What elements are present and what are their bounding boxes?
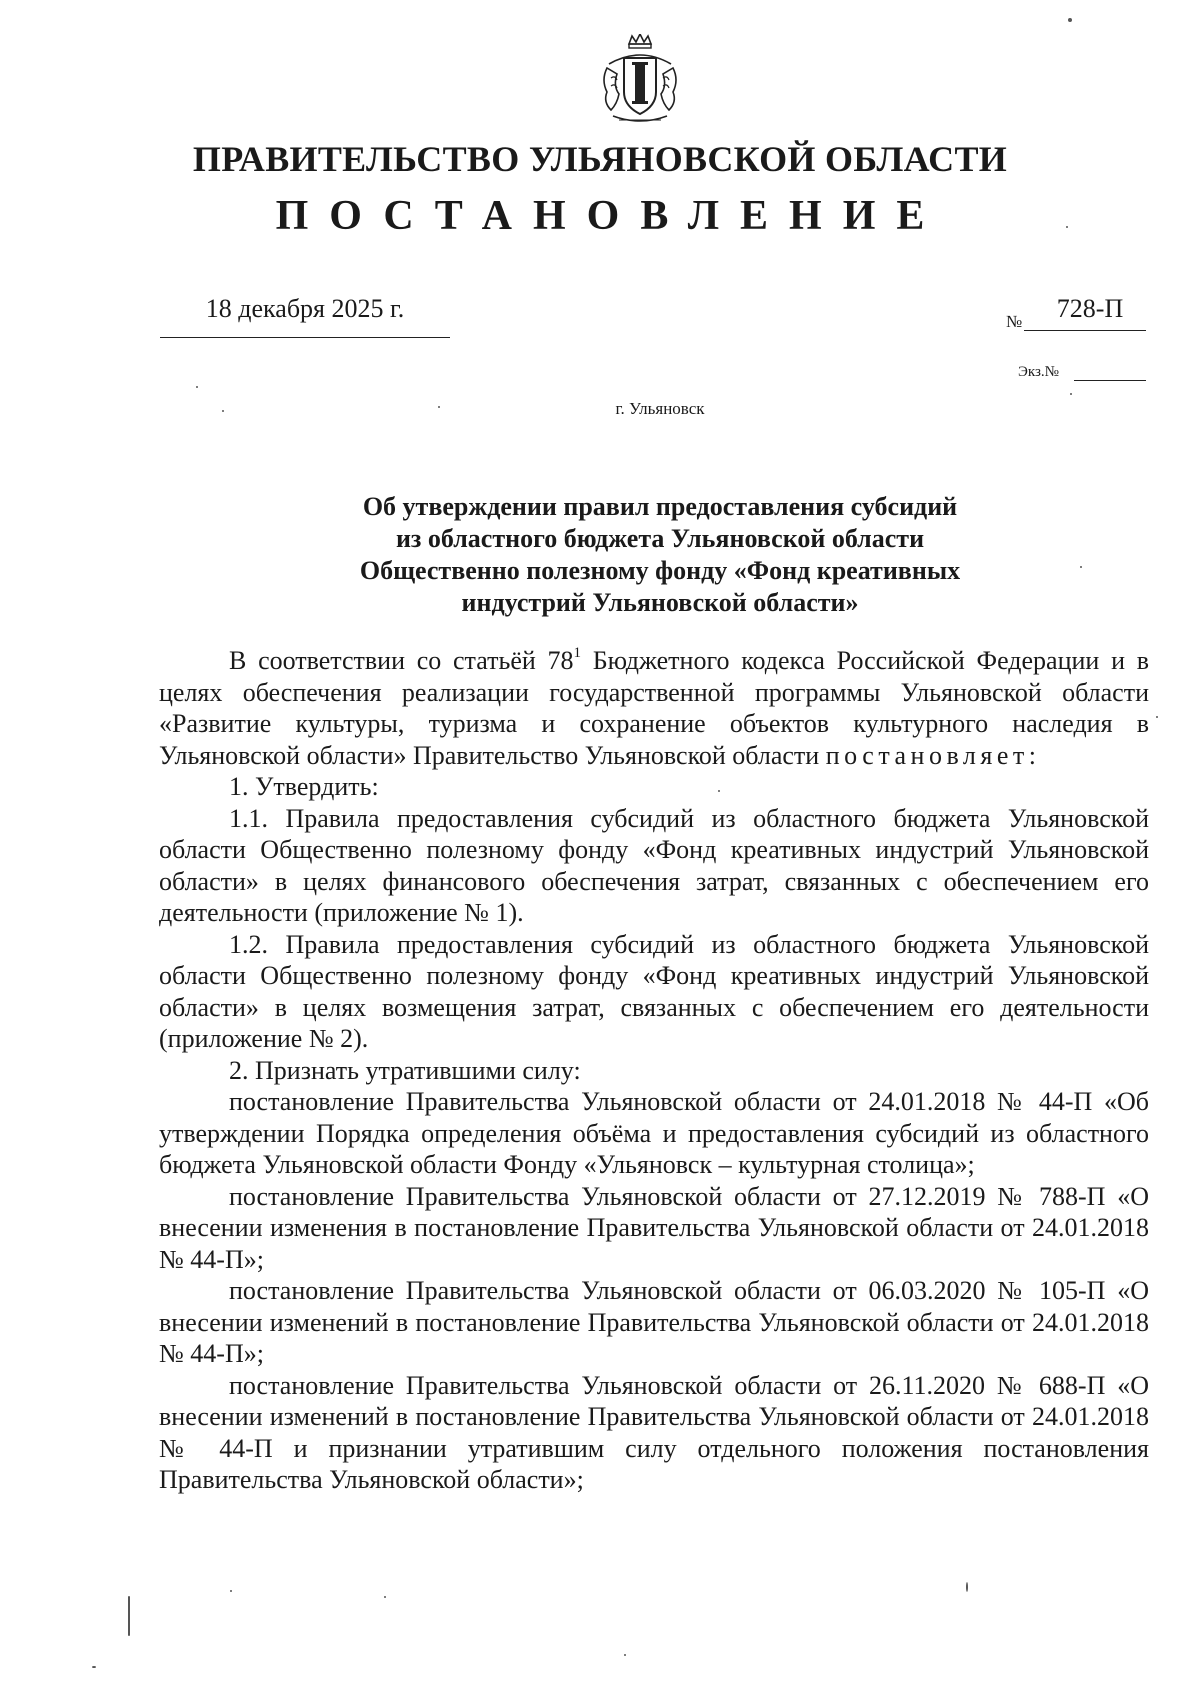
scan-speck	[1068, 18, 1072, 22]
act-title-line: Общественно полезному фонду «Фонд креативных	[359, 556, 961, 585]
city: г. Ульяновск	[615, 399, 705, 418]
document-date: 18 декабря 2025 г.	[205, 294, 405, 323]
scan-speck	[222, 410, 224, 412]
copy-number-label: Экз.№	[1018, 364, 1059, 380]
item-2: 2. Признать утратившими силу:	[229, 1055, 581, 1085]
scan-speck	[1070, 393, 1072, 395]
item-1-1: 1.1. Правила предоставления субсидий из областного бюджета Ульяновской области Общественно полезному фонду «Фонд креативных индустрий Ульяновской области» в целях финансового обеспечения затрат, связанных с обеспечением его деятельности (приложение № 1).	[159, 803, 1149, 927]
act-title-line: Об утверждении правил предоставления субсидий	[362, 492, 958, 521]
number-sign: №	[1006, 312, 1023, 331]
scan-speck	[1080, 566, 1082, 568]
superscript: 1	[573, 645, 582, 661]
item-1: 1. Утвердить:	[229, 772, 379, 801]
scan-speck	[384, 1596, 386, 1598]
document-number: 728-П	[1056, 294, 1124, 323]
repeal-entry: постановление Правительства Ульяновской области от 24.01.2018 № 44-П «Об утверждении Порядка определения объёма и предоставления субсидий из областного бюджета Ульяновской области Фонду «Ульяновск – культурная столица»;	[159, 1087, 1149, 1179]
preamble: В соответствии со статьёй $78^1$ Бюджетного кодекса Российской Федерации и в целях обеспечения реализации государственной программы Ульяновской области «Развитие культуры, туризма и сохранение объектов культурного наследия в Ульяновской области» Правительство Ульяновской области постановляет:	[159, 645, 1149, 770]
scan-speck	[1066, 226, 1068, 228]
scan-speck	[196, 386, 198, 388]
document-type: ПОСТАНОВЛЕНИЕ	[275, 193, 946, 239]
repeal-entry: постановление Правительства Ульяновской области от 06.03.2020 № 105-П «О внесении изменений в постановление Правительства Ульяновской области от 24.01.2018 № 44-П»;	[159, 1276, 1149, 1368]
resolves-word: постановляет	[825, 740, 1029, 770]
date-underline	[160, 337, 450, 338]
scan-speck	[128, 1596, 130, 1636]
scan-speck	[230, 1590, 232, 1592]
coat-of-arms-emblem	[599, 34, 681, 128]
act-title-line: из областного бюджета Ульяновской области	[395, 524, 925, 553]
scan-speck	[718, 790, 720, 792]
repeal-entry: постановление Правительства Ульяновской области от 27.12.2019 № 788-П «О внесении изменения в постановление Правительства Ульяновской области от 24.01.2018 № 44-П»;	[159, 1181, 1149, 1274]
scan-speck	[624, 1654, 626, 1656]
body-text	[159, 645, 1149, 1496]
item-1-2: 1.2. Правила предоставления субсидий из областного бюджета Ульяновской области Общественно полезному фонду «Фонд креативных индустрий Ульяновской области» в целях возмещения затрат, связанных с обеспечением его деятельности (приложение № 2).	[159, 929, 1149, 1053]
scan-speck	[1156, 716, 1158, 718]
scan-speck	[966, 1582, 968, 1592]
scan-speck	[438, 406, 440, 408]
scan-speck	[92, 1666, 96, 1668]
repeal-entry: постановление Правительства Ульяновской области от 26.11.2020 № 688-П «О внесении изменений в постановление Правительства Ульяновской области от 24.01.2018 № 44-П и признании утратившим силу отдельного положения постановления Правительства Ульяновской области»;	[159, 1370, 1149, 1494]
government-name: ПРАВИТЕЛЬСТВО УЛЬЯНОВСКОЙ ОБЛАСТИ	[192, 139, 1008, 179]
act-title	[200, 491, 1120, 619]
act-title-line: индустрий Ульяновской области»	[461, 588, 859, 617]
copy-number-underline	[1074, 380, 1146, 381]
number-underline	[1024, 330, 1146, 331]
